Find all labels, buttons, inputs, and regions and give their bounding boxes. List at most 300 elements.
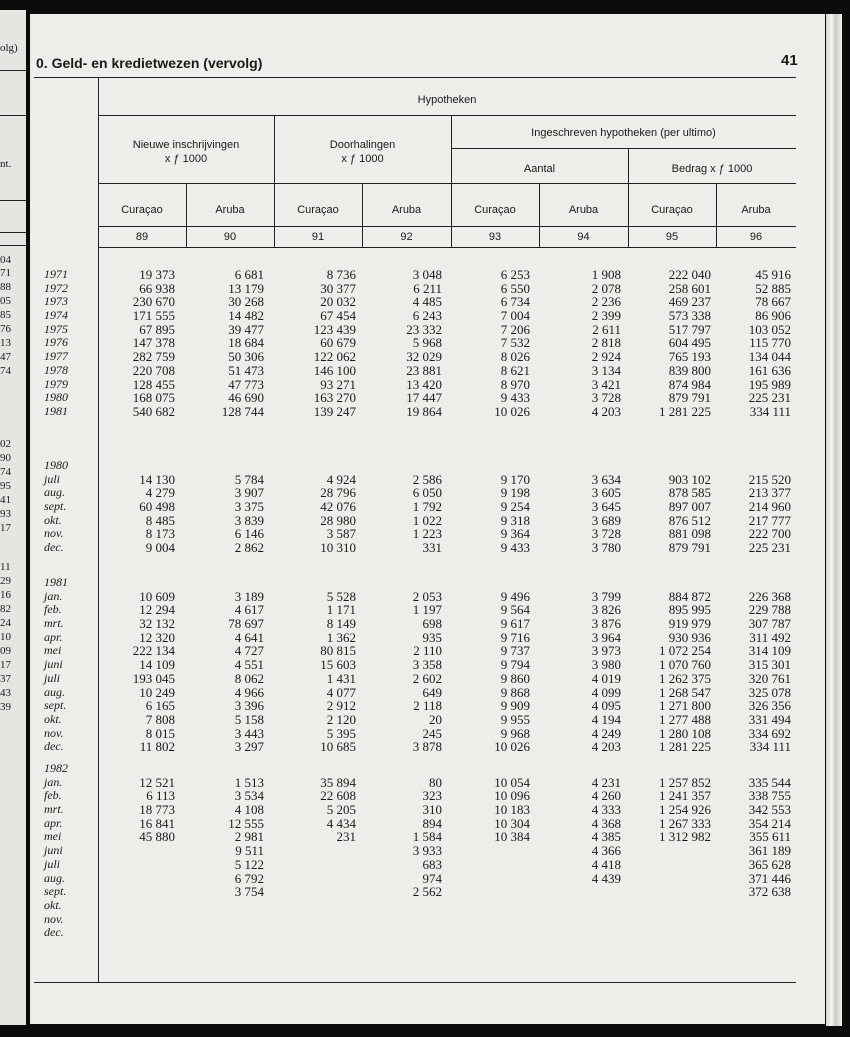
table-cell: 2 924 xyxy=(591,349,621,365)
prev-page-fragment: 09 xyxy=(0,645,11,657)
data-column xyxy=(362,576,442,754)
table-cell: 93 271 xyxy=(320,376,356,392)
table-cell: 86 906 xyxy=(755,308,791,324)
table-cell: 2 562 xyxy=(412,884,442,900)
data-column xyxy=(450,576,530,754)
data-column xyxy=(450,459,530,555)
table-cell: 226 368 xyxy=(748,588,791,604)
table-cell: 146 100 xyxy=(313,362,356,378)
group-rule xyxy=(98,115,796,116)
prev-page-fragment: olg) xyxy=(0,42,18,54)
prev-page-fragment: 74 xyxy=(0,466,11,478)
table-cell: 9 909 xyxy=(500,698,530,714)
table-cell: 3 048 xyxy=(412,267,442,282)
table-cell: 7 206 xyxy=(500,321,530,337)
table-cell xyxy=(271,459,356,473)
row-label: 1977 xyxy=(44,349,68,364)
document-page xyxy=(30,14,825,1024)
table-cell: 342 553 xyxy=(748,802,791,818)
row-label: 1980 xyxy=(44,390,68,405)
row-label: 1981 xyxy=(44,575,68,589)
row-label: nov. xyxy=(44,725,64,740)
prev-page-fragment: 82 xyxy=(0,603,11,615)
table-cell: 103 052 xyxy=(748,321,791,337)
table-cell: 10 310 xyxy=(320,540,356,556)
table-cell: 3 826 xyxy=(591,602,621,618)
table-cell: 326 356 xyxy=(748,698,791,714)
table-cell: 9 860 xyxy=(500,670,530,686)
table-cell: 361 189 xyxy=(748,843,791,859)
row-label: 1976 xyxy=(44,335,68,350)
row-label: dec. xyxy=(44,925,64,940)
table-cell xyxy=(271,885,356,899)
data-column xyxy=(621,459,711,555)
table-cell: 4 418 xyxy=(591,856,621,872)
table-cell: 1 271 800 xyxy=(659,698,711,714)
data-column xyxy=(95,576,175,754)
table-cell: 115 770 xyxy=(749,335,791,351)
row-label: sept. xyxy=(44,884,67,899)
table-cell: 18 684 xyxy=(228,335,264,351)
table-cell: 6 165 xyxy=(145,698,175,714)
table-cell: 371 446 xyxy=(748,870,791,886)
table-cell: 5 122 xyxy=(234,856,264,872)
data-column xyxy=(711,576,791,754)
table-cell: 4 727 xyxy=(234,643,264,659)
data-column xyxy=(541,762,621,913)
table-cell xyxy=(95,844,175,858)
table-cell: 1 171 xyxy=(326,602,356,618)
table-cell: 3 878 xyxy=(412,739,442,755)
table-cell: 23 881 xyxy=(406,362,442,378)
table-cell: 3 907 xyxy=(234,485,264,501)
table-cell: 222 134 xyxy=(132,643,175,659)
row-label: sept. xyxy=(44,499,67,514)
table-cell xyxy=(541,899,621,913)
table-cell: 331 xyxy=(422,540,442,556)
prev-page-fragment: 43 xyxy=(0,687,11,699)
prev-page-fragment: 11 xyxy=(0,561,11,573)
table-cell: 10 054 xyxy=(494,774,530,790)
table-cell: 213 377 xyxy=(748,485,791,501)
table-cell xyxy=(621,885,711,899)
table-cell: 3 839 xyxy=(234,512,264,528)
table-cell: 5 158 xyxy=(234,711,264,727)
table-cell: 974 xyxy=(422,870,442,886)
table-cell: 2 078 xyxy=(591,280,621,296)
table-cell: 8 173 xyxy=(145,526,175,542)
table-cell: 2 236 xyxy=(591,294,621,310)
prev-page-fragment: 76 xyxy=(0,323,11,335)
table-cell: 935 xyxy=(422,629,442,645)
prev-page-fragment: 24 xyxy=(0,617,11,629)
table-cell xyxy=(450,459,530,473)
table-cell: 894 xyxy=(422,815,442,831)
table-cell xyxy=(450,885,530,899)
group-header: Hypotheken xyxy=(417,94,477,106)
table-cell: 258 601 xyxy=(668,280,711,296)
table-cell: 10 609 xyxy=(139,588,175,604)
table-cell: 573 338 xyxy=(668,308,711,324)
table-cell: 881 098 xyxy=(668,526,711,542)
table-cell: 9 737 xyxy=(500,643,530,659)
prev-page-fragment: 10 xyxy=(0,631,11,643)
row-label: mei xyxy=(44,643,62,658)
table-cell: 8 970 xyxy=(500,376,530,392)
colnum-rule-bottom xyxy=(98,247,796,248)
prev-page-rule xyxy=(0,245,26,246)
table-cell xyxy=(541,459,621,473)
bottom-rule xyxy=(34,982,796,983)
table-cell: 5 968 xyxy=(412,335,442,351)
data-column xyxy=(450,268,530,419)
prev-page-fragment: 17 xyxy=(0,522,11,534)
table-cell: 334 692 xyxy=(748,725,791,741)
table-cell: 9 794 xyxy=(500,657,530,673)
table-cell: 19 864 xyxy=(406,403,442,419)
table-cell: 8 026 xyxy=(500,349,530,365)
table-cell: 338 755 xyxy=(748,788,791,804)
row-label: aug. xyxy=(44,485,65,500)
table-cell: 1 241 357 xyxy=(659,788,711,804)
data-column xyxy=(184,762,264,913)
data-column xyxy=(541,268,621,419)
table-cell: 3 421 xyxy=(591,376,621,392)
table-cell: 372 638 xyxy=(748,884,791,900)
table-cell: 78 667 xyxy=(755,294,791,310)
table-cell: 876 512 xyxy=(668,512,711,528)
table-cell: 3 980 xyxy=(591,657,621,673)
table-cell: 4 485 xyxy=(412,294,442,310)
table-cell: 4 368 xyxy=(591,815,621,831)
table-cell: 214 960 xyxy=(748,499,791,515)
table-cell: 2 602 xyxy=(412,670,442,686)
table-cell: 4 108 xyxy=(234,802,264,818)
prev-page-fragment: 13 xyxy=(0,337,11,349)
table-cell: 540 682 xyxy=(132,403,175,419)
table-cell xyxy=(541,762,621,776)
table-cell: 32 132 xyxy=(139,616,175,632)
row-label: nov. xyxy=(44,911,64,926)
table-cell: 325 078 xyxy=(748,684,791,700)
table-cell: 3 973 xyxy=(591,643,621,659)
table-cell: 195 989 xyxy=(748,376,791,392)
table-cell: 6 734 xyxy=(500,294,530,310)
table-cell: 6 146 xyxy=(234,526,264,542)
table-cell xyxy=(541,885,621,899)
table-cell: 3 876 xyxy=(591,616,621,632)
table-cell: 134 044 xyxy=(748,349,791,365)
table-cell: 22 608 xyxy=(320,788,356,804)
table-cell: 122 062 xyxy=(313,349,356,365)
table-cell: 897 007 xyxy=(668,499,711,515)
table-cell xyxy=(362,899,442,913)
table-cell: 1 267 333 xyxy=(659,815,711,831)
table-cell: 1 584 xyxy=(412,829,442,845)
table-cell: 161 636 xyxy=(748,362,791,378)
column-number: 95 xyxy=(665,231,679,243)
table-cell: 12 294 xyxy=(139,602,175,618)
table-cell: 222 040 xyxy=(668,267,711,282)
table-cell: 1 312 982 xyxy=(659,829,711,845)
table-cell: 1 257 852 xyxy=(659,774,711,790)
table-cell: 2 120 xyxy=(326,711,356,727)
row-label: 1979 xyxy=(44,376,68,391)
row-label: 1982 xyxy=(44,761,68,775)
table-cell: 80 xyxy=(429,774,442,790)
table-cell: 4 439 xyxy=(591,870,621,886)
bedrag-header: Bedrag x ƒ 1000 xyxy=(671,163,753,175)
table-cell xyxy=(271,858,356,872)
table-cell: 9 968 xyxy=(500,725,530,741)
table-cell: 15 603 xyxy=(320,657,356,673)
table-cell: 18 773 xyxy=(139,802,175,818)
table-cell: 765 193 xyxy=(668,349,711,365)
table-cell: 35 894 xyxy=(320,774,356,790)
data-column xyxy=(95,268,175,419)
table-cell xyxy=(184,576,264,590)
table-cell: 3 605 xyxy=(591,485,621,501)
table-cell: 1 022 xyxy=(412,512,442,528)
row-label: aug. xyxy=(44,684,65,699)
table-cell: 9 955 xyxy=(500,711,530,727)
table-cell: 3 728 xyxy=(591,390,621,406)
table-cell: 3 587 xyxy=(326,526,356,542)
prev-page-fragment: 04 xyxy=(0,254,11,266)
table-cell: 2 399 xyxy=(591,308,621,324)
prev-page-fragment: 95 xyxy=(0,480,11,492)
table-cell xyxy=(271,576,356,590)
table-cell: 2 053 xyxy=(412,588,442,604)
table-cell: 2 611 xyxy=(592,321,621,337)
table-cell: 217 777 xyxy=(748,512,791,528)
table-cell: 5 784 xyxy=(234,471,264,487)
row-label: feb. xyxy=(44,602,62,617)
table-cell: 3 933 xyxy=(412,843,442,859)
table-cell: 28 796 xyxy=(320,485,356,501)
row-label: jan. xyxy=(44,588,63,603)
table-cell: 517 797 xyxy=(668,321,711,337)
table-cell xyxy=(621,872,711,886)
table-cell: 39 477 xyxy=(228,321,264,337)
table-cell: 28 980 xyxy=(320,512,356,528)
table-cell: 1 277 488 xyxy=(659,711,711,727)
table-cell: 895 995 xyxy=(668,602,711,618)
table-cell: 1 362 xyxy=(326,629,356,645)
table-cell: 4 194 xyxy=(591,711,621,727)
prev-page-fragment: 17 xyxy=(0,659,11,671)
row-label: apr. xyxy=(44,629,63,644)
table-cell xyxy=(711,459,791,473)
table-cell xyxy=(184,762,264,776)
table-cell: 314 109 xyxy=(748,643,791,659)
table-cell xyxy=(95,885,175,899)
table-cell: 1 197 xyxy=(412,602,442,618)
table-cell: 10 249 xyxy=(139,684,175,700)
table-cell: 6 211 xyxy=(413,280,442,296)
table-cell: 1 431 xyxy=(326,670,356,686)
region-curacao: Curaçao xyxy=(474,204,516,216)
table-cell: 9 716 xyxy=(500,629,530,645)
table-cell: 3 780 xyxy=(591,540,621,556)
table-cell: 4 231 xyxy=(591,774,621,790)
table-cell: 2 586 xyxy=(412,471,442,487)
region-curacao: Curaçao xyxy=(651,204,693,216)
table-cell: 1 262 375 xyxy=(659,670,711,686)
table-cell: 171 555 xyxy=(132,308,175,324)
row-label: 1975 xyxy=(44,321,68,336)
table-cell: 4 366 xyxy=(591,843,621,859)
table-cell: 331 494 xyxy=(748,711,791,727)
table-cell: 14 130 xyxy=(139,471,175,487)
table-cell: 334 111 xyxy=(749,739,791,755)
table-cell: 6 550 xyxy=(500,280,530,296)
table-cell: 323 xyxy=(422,788,442,804)
table-cell: 2 818 xyxy=(591,335,621,351)
table-cell: 878 585 xyxy=(668,485,711,501)
table-cell: 139 247 xyxy=(313,403,356,419)
table-cell: 13 420 xyxy=(406,376,442,392)
table-cell: 335 544 xyxy=(748,774,791,790)
table-cell: 919 979 xyxy=(668,616,711,632)
table-cell: 6 050 xyxy=(412,485,442,501)
table-cell: 6 243 xyxy=(412,308,442,324)
table-cell xyxy=(621,899,711,913)
prev-page-fragment: 39 xyxy=(0,701,11,713)
table-cell xyxy=(450,576,530,590)
table-cell: 1 268 547 xyxy=(659,684,711,700)
row-label: okt. xyxy=(44,897,62,912)
table-cell: 220 708 xyxy=(132,362,175,378)
table-cell: 4 095 xyxy=(591,698,621,714)
table-cell: 3 358 xyxy=(412,657,442,673)
row-label: 1971 xyxy=(44,267,68,281)
table-cell: 8 149 xyxy=(326,616,356,632)
table-cell: 4 551 xyxy=(234,657,264,673)
table-cell xyxy=(450,762,530,776)
table-cell: 3 634 xyxy=(591,471,621,487)
row-label: mei xyxy=(44,829,62,844)
table-cell: 3 297 xyxy=(234,739,264,755)
table-cell: 9 318 xyxy=(500,512,530,528)
table-cell: 4 333 xyxy=(591,802,621,818)
table-cell: 1 280 108 xyxy=(659,725,711,741)
column-number: 90 xyxy=(223,231,237,243)
table-cell xyxy=(95,762,175,776)
col-divider xyxy=(274,115,275,247)
table-cell: 10 304 xyxy=(494,815,530,831)
table-cell: 5 395 xyxy=(326,725,356,741)
page-title: 0. Geld- en kredietwezen (vervolg) xyxy=(36,55,263,71)
table-cell: 50 306 xyxy=(228,349,264,365)
doorhalingen-header: Doorhalingen x ƒ 1000 xyxy=(329,139,396,165)
table-cell: 469 237 xyxy=(668,294,711,310)
row-label: juni xyxy=(44,657,63,672)
table-cell: 3 375 xyxy=(234,499,264,515)
table-cell: 9 564 xyxy=(500,602,530,618)
table-cell: 3 534 xyxy=(234,788,264,804)
data-column xyxy=(362,459,442,555)
table-cell: 698 xyxy=(422,616,442,632)
table-cell: 282 759 xyxy=(132,349,175,365)
table-cell: 8 621 xyxy=(500,362,530,378)
table-cell: 10 096 xyxy=(494,788,530,804)
table-cell: 128 744 xyxy=(221,403,264,419)
table-cell: 14 109 xyxy=(139,657,175,673)
prev-page-fragment: 90 xyxy=(0,452,11,464)
table-cell xyxy=(95,899,175,913)
table-cell: 4 249 xyxy=(591,725,621,741)
table-cell: 51 473 xyxy=(228,362,264,378)
table-cell: 128 455 xyxy=(132,376,175,392)
region-aruba: Aruba xyxy=(391,204,422,216)
table-cell: 14 482 xyxy=(228,308,264,324)
table-cell xyxy=(711,899,791,913)
table-cell: 10 384 xyxy=(494,829,530,845)
table-cell: 163 270 xyxy=(313,390,356,406)
table-cell: 10 026 xyxy=(494,739,530,755)
table-cell: 311 492 xyxy=(749,629,791,645)
previous-page-edge xyxy=(0,10,26,1025)
table-cell: 1 223 xyxy=(412,526,442,542)
table-cell: 4 641 xyxy=(234,629,264,645)
row-labels xyxy=(44,576,68,754)
table-cell: 2 110 xyxy=(413,643,442,659)
table-cell: 78 697 xyxy=(228,616,264,632)
prev-page-fragment: 37 xyxy=(0,673,11,685)
table-cell: 3 754 xyxy=(234,884,264,900)
row-label: jan. xyxy=(44,774,63,789)
table-cell: 9 170 xyxy=(500,471,530,487)
prev-page-fragment: 71 xyxy=(0,267,11,279)
table-cell xyxy=(95,858,175,872)
table-cell: 30 377 xyxy=(320,280,356,296)
table-cell: 225 231 xyxy=(748,540,791,556)
region-curacao: Curaçao xyxy=(297,204,339,216)
table-cell: 60 679 xyxy=(320,335,356,351)
row-label: nov. xyxy=(44,526,64,541)
table-cell: 2 912 xyxy=(326,698,356,714)
table-cell xyxy=(362,762,442,776)
table-cell: 10 685 xyxy=(320,739,356,755)
table-cell: 3 799 xyxy=(591,588,621,604)
prev-page-fragment: 41 xyxy=(0,494,11,506)
table-cell xyxy=(362,459,442,473)
table-cell: 9 198 xyxy=(500,485,530,501)
row-label: 1972 xyxy=(44,280,68,295)
row-label: apr. xyxy=(44,815,63,830)
table-cell: 874 984 xyxy=(668,376,711,392)
table-cell: 46 690 xyxy=(228,390,264,406)
table-cell: 310 xyxy=(422,802,442,818)
table-cell: 8 015 xyxy=(145,725,175,741)
table-cell: 13 179 xyxy=(228,280,264,296)
row-labels xyxy=(44,268,68,419)
table-cell: 12 521 xyxy=(139,774,175,790)
table-cell xyxy=(95,872,175,886)
table-cell: 3 134 xyxy=(591,362,621,378)
table-cell: 4 099 xyxy=(591,684,621,700)
row-label: mrt. xyxy=(44,616,64,631)
table-cell: 4 385 xyxy=(591,829,621,845)
table-cell: 4 924 xyxy=(326,471,356,487)
table-cell: 147 378 xyxy=(132,335,175,351)
prev-page-fragment: 02 xyxy=(0,438,11,450)
region-aruba: Aruba xyxy=(215,204,245,216)
table-cell: 3 645 xyxy=(591,499,621,515)
table-cell: 9 617 xyxy=(500,616,530,632)
table-cell xyxy=(450,858,530,872)
